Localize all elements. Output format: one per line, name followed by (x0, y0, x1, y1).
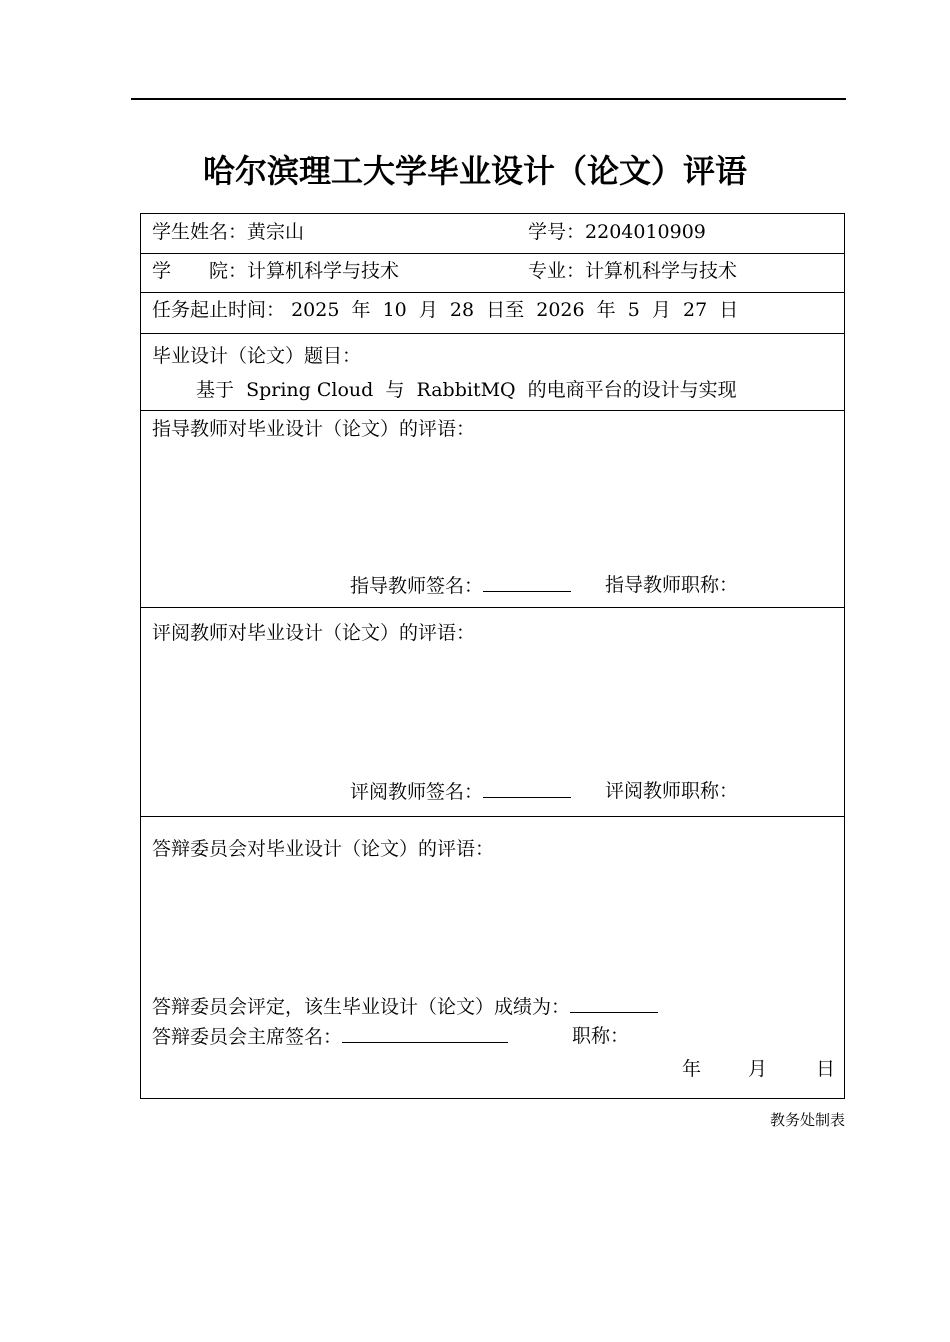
topic-row (141, 334, 844, 411)
major-value: 计算机科学与技术 (585, 260, 738, 282)
student-name-label: 学生姓名： (152, 221, 248, 243)
period-label: 任务起止时间： (152, 299, 286, 321)
college-value: 计算机科学与技术 (247, 260, 400, 282)
advisor-row (141, 411, 844, 608)
committee-chair-label: 答辩委员会主席签名： (152, 1026, 343, 1048)
committee-row (141, 817, 844, 1100)
school-row (141, 254, 844, 293)
period-row (141, 293, 844, 334)
student-id-label: 学号： (528, 221, 586, 243)
reviewer-row (141, 608, 844, 817)
committee-grade-label: 答辩委员会评定，该生毕业设计（论文）成绩为： (152, 996, 571, 1018)
advisor-title-label: 指导教师职称： (605, 574, 739, 596)
reviewer-signature-field (350, 779, 571, 804)
advisor-sign-label: 指导教师签名： (350, 575, 484, 597)
period-field (152, 298, 738, 322)
major-label: 专业： (528, 260, 586, 282)
college-field (152, 259, 399, 283)
advisor-sign-blank[interactable] (483, 573, 571, 592)
committee-chair-field (152, 1024, 508, 1049)
evaluation-form (140, 213, 845, 1099)
reviewer-sign-blank[interactable] (483, 779, 571, 798)
committee-month-label: 月 (748, 1058, 768, 1080)
reviewer-comment-label: 评阅教师对毕业设计（论文）的评语： (152, 622, 476, 644)
footer-note: 教务处制表 (769, 1111, 845, 1129)
college-label: 学 院： (152, 260, 248, 282)
topic-label: 毕业设计（论文）题目： (152, 345, 362, 367)
page-title: 哈尔滨理工大学毕业设计（论文）评语 (202, 152, 747, 190)
committee-year-label: 年 (682, 1058, 702, 1080)
student-name-field (152, 220, 304, 244)
advisor-comment-label: 指导教师对毕业设计（论文）的评语： (152, 418, 476, 440)
committee-grade-field (152, 994, 658, 1019)
advisor-signature-field (350, 573, 571, 598)
student-name-value: 黄宗山 (247, 221, 305, 243)
committee-grade-blank[interactable] (570, 994, 658, 1013)
major-field (528, 259, 737, 283)
student-id-value: 2204010909 (585, 221, 706, 243)
reviewer-sign-label: 评阅教师签名： (350, 781, 484, 803)
committee-title-label: 职称： (572, 1025, 630, 1047)
committee-day-label: 日 (816, 1058, 836, 1080)
committee-comment-label: 答辩委员会对毕业设计（论文）的评语： (152, 838, 495, 860)
reviewer-title-label: 评阅教师职称： (605, 780, 739, 802)
student-row (141, 214, 844, 254)
top-rule (131, 98, 846, 100)
student-id-field (528, 220, 706, 244)
committee-chair-blank[interactable] (342, 1024, 508, 1043)
period-value: 2025 年 10 月 28 日至 2026 年 5 月 27 日 (291, 299, 739, 321)
topic-value: 基于 Spring Cloud 与 RabbitMQ 的电商平台的设计与实现 (196, 379, 737, 401)
